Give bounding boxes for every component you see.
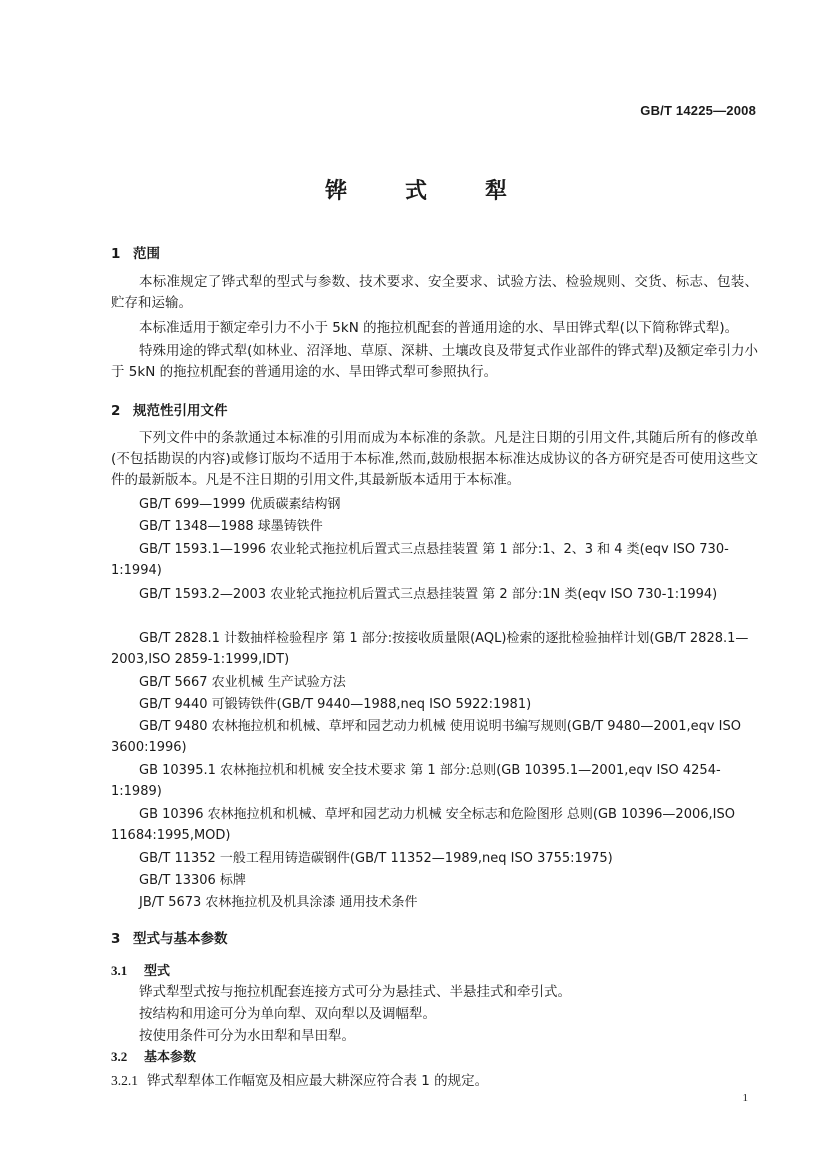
title-char: 犁 xyxy=(485,179,508,204)
scope-paragraph: 特殊用途的铧式犁(如林业、沼泽地、草原、深耕、土壤改良及带复式作业部件的铧式犁)及额定牵引力小于 5kN 的拖拉机配套的普通用途的水、旱田铧式犁可参照执行。 xyxy=(111,343,758,380)
section-number: 2 xyxy=(111,403,121,419)
subsection-number: 3.2 xyxy=(111,1049,128,1064)
clause-3-2-1 xyxy=(111,1069,488,1089)
reference-item: GB/T 2828.1 计数抽样检验程序 第 1 部分:按接收质量限(AQL)检索的逐批检验抽样计划(GB/T 2828.1—2003,ISO 2859-1:1999,IDT) xyxy=(111,631,749,667)
clause-text: 铧式犁犁体工作幅宽及相应最大耕深应符合表 1 的规定。 xyxy=(147,1073,489,1089)
section-heading-types-parameters xyxy=(111,927,228,947)
reference-item: GB/T 9440 可锻铸铁件(GB/T 9440—1988,neq ISO 5922:1981) xyxy=(139,697,532,712)
subsection-heading-types xyxy=(111,960,170,979)
reference-item: GB 10396 农林拖拉机和机械、草坪和园艺动力机械 安全标志和危险图形 总则(GB 10396—2006,ISO 11684:1995,MOD) xyxy=(111,807,735,843)
standard-code: GB/T 14225—2008 xyxy=(640,103,756,118)
title-char: 铧 xyxy=(324,179,347,204)
section-heading-normative-references xyxy=(111,399,228,419)
reference-item: GB/T 1593.2—2003 农业轮式拖拉机后置式三点悬挂装置 第 2 部分:1N 类(eqv ISO 730-1:1994) xyxy=(139,587,718,602)
page-number: 1 xyxy=(742,1092,748,1104)
reference-item: GB/T 699—1999 优质碳素结构钢 xyxy=(139,497,341,512)
reference-item: GB/T 13306 标牌 xyxy=(139,873,246,888)
scope-paragraph: 本标准规定了铧式犁的型式与参数、技术要求、安全要求、试验方法、检验规则、交货、标志、包装、贮存和运输。 xyxy=(111,274,758,311)
title-char: 式 xyxy=(404,179,427,204)
references-intro: 下列文件中的条款通过本标准的引用而成为本标准的条款。凡是注日期的引用文件,其随后所有的修改单(不包括勘误的内容)或修订版均不适用于本标准,然而,鼓励根据本标准达成协议的各方研究是否可使用这些文件的最新版本。凡是不注日期的引用文件,其最新版本适用于本标准。 xyxy=(111,430,758,488)
section-number: 3 xyxy=(111,931,121,947)
reference-item: GB/T 11352 一般工程用铸造碳钢件(GB/T 11352—1989,neq ISO 3755:1975) xyxy=(139,851,613,866)
section-number: 1 xyxy=(111,246,121,262)
type-classification-line: 按使用条件可分为水田犁和旱田犁。 xyxy=(139,1028,355,1044)
reference-item: GB/T 9480 农林拖拉机和机械、草坪和园艺动力机械 使用说明书编写规则(GB/T 9480—2001,eqv ISO 3600:1996) xyxy=(111,719,742,755)
clause-number: 3.2.1 xyxy=(111,1073,138,1088)
page-title xyxy=(0,174,832,205)
reference-item: GB/T 1348—1988 球墨铸铁件 xyxy=(139,519,323,534)
subsection-title: 型式 xyxy=(144,964,171,979)
reference-item: GB/T 5667 农业机械 生产试验方法 xyxy=(139,675,346,690)
section-heading-scope xyxy=(111,242,160,262)
type-classification-line: 按结构和用途可分为单向犁、双向犁以及调幅犁。 xyxy=(139,1006,436,1022)
subsection-heading-basic-parameters xyxy=(111,1046,196,1065)
reference-item: GB/T 1593.1—1996 农业轮式拖拉机后置式三点悬挂装置 第 1 部分:1、2、3 和 4 类(eqv ISO 730-1:1994) xyxy=(111,542,729,578)
subsection-number: 3.1 xyxy=(111,963,128,978)
section-title: 规范性引用文件 xyxy=(133,403,228,419)
scope-paragraph: 本标准适用于额定牵引力不小于 5kN 的拖拉机配套的普通用途的水、旱田铧式犁(以下简称铧式犁)。 xyxy=(139,320,739,336)
reference-item: JB/T 5673 农林拖拉机及机具涂漆 通用技术条件 xyxy=(139,895,418,910)
type-classification-line: 铧式犁型式按与拖拉机配套连接方式可分为悬挂式、半悬挂式和牵引式。 xyxy=(139,984,571,1000)
section-title: 范围 xyxy=(133,246,160,262)
subsection-title: 基本参数 xyxy=(144,1050,197,1065)
reference-item: GB 10395.1 农林拖拉机和机械 安全技术要求 第 1 部分:总则(GB 10395.1—2001,eqv ISO 4254-1:1989) xyxy=(111,763,721,799)
section-title: 型式与基本参数 xyxy=(133,931,228,947)
